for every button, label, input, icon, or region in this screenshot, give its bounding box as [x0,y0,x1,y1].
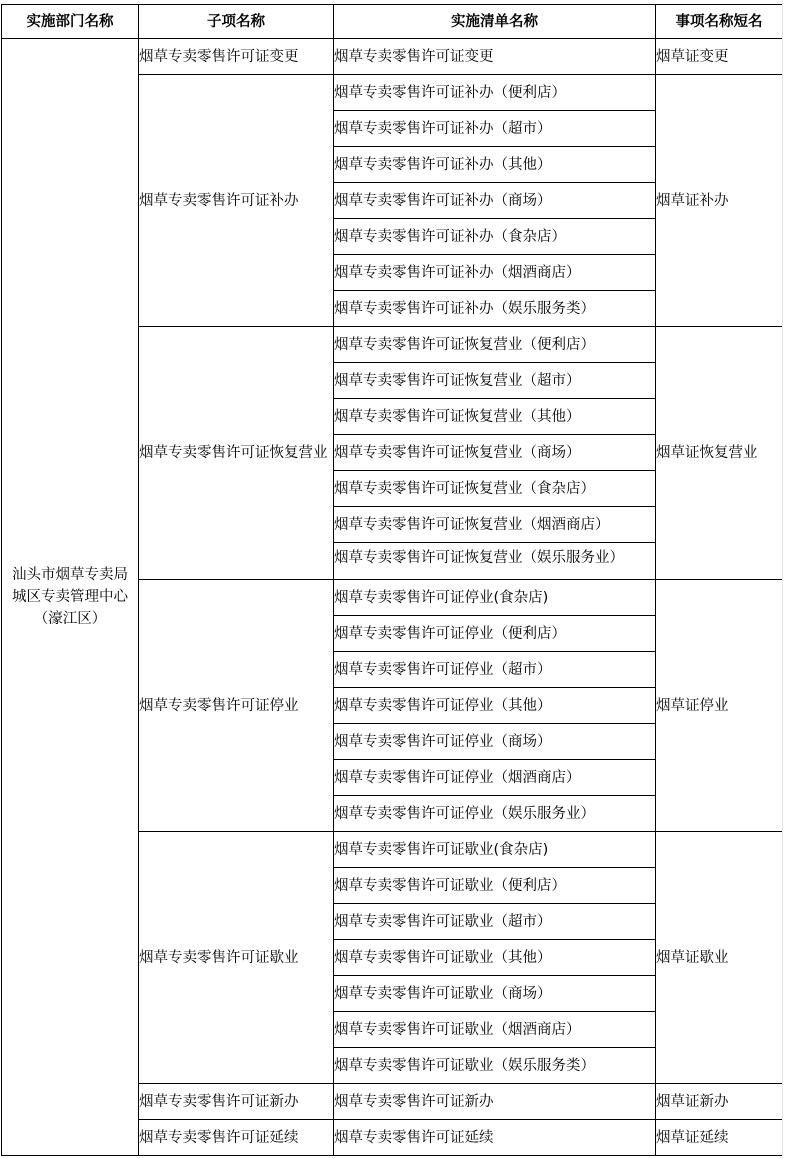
list-item-cell: 烟草专卖零售许可证变更 [334,39,656,75]
list-item-cell: 烟草专卖零售许可证延续 [334,1120,656,1156]
header-list: 实施清单名称 [334,5,656,39]
list-item-cell: 烟草专卖零售许可证恢复营业（超市） [334,363,656,399]
header-sub: 子项名称 [139,5,334,39]
list-item-text: 烟草专卖零售许可证恢复营业（娱乐服务业） [334,550,624,566]
list-item-cell: 烟草专卖零售许可证歇业（其他） [334,940,656,976]
sub-item-cell: 烟草专卖零售许可证延续 [139,1120,334,1156]
list-item-cell: 烟草专卖零售许可证补办（便利店） [334,75,656,111]
short-name-cell: 烟草证延续 [656,1120,783,1156]
list-item-cell: 烟草专卖零售许可证停业（其他） [334,688,656,724]
dept-line-3: （濠江区） [33,611,107,627]
short-name-cell: 烟草证恢复营业 [656,327,783,580]
dept-line-2: 城区专卖管理中心 [12,589,128,605]
list-item-cell: 烟草专卖零售许可证补办（烟酒商店） [334,255,656,291]
sheet-gridline [782,0,786,1158]
sub-item-cell: 烟草专卖零售许可证恢复营业 [139,327,334,580]
short-name-cell: 烟草证补办 [656,75,783,327]
sub-item-cell: 烟草专卖零售许可证停业 [139,580,334,832]
short-name-cell: 烟草证停业 [656,580,783,832]
list-item-cell: 烟草专卖零售许可证新办 [334,1084,656,1120]
list-item-cell: 烟草专卖零售许可证补办（商场） [334,183,656,219]
header-dept: 实施部门名称 [2,5,139,39]
list-item-cell: 烟草专卖零售许可证歇业（商场） [334,976,656,1012]
sub-item-cell: 烟草专卖零售许可证变更 [139,39,334,75]
list-item-cell: 烟草专卖零售许可证停业（娱乐服务业） [334,796,656,832]
short-name-cell: 烟草证新办 [656,1084,783,1120]
short-name-cell: 烟草证歇业 [656,832,783,1084]
list-item-cell: 烟草专卖零售许可证歇业（便利店） [334,868,656,904]
permit-table [1,4,783,1156]
list-item-cell: 烟草专卖零售许可证歇业（娱乐服务类） [334,1048,656,1084]
list-item-cell: 烟草专卖零售许可证恢复营业（烟酒商店） [334,507,656,543]
table-row [2,39,783,75]
list-item-cell: 烟草专卖零售许可证停业（商场） [334,724,656,760]
list-item-cell: 烟草专卖零售许可证恢复营业（食杂店） [334,471,656,507]
list-item-cell: 烟草专卖零售许可证恢复营业（商场） [334,435,656,471]
header-short: 事项名称短名 [656,5,783,39]
sub-item-cell: 烟草专卖零售许可证补办 [139,75,334,327]
list-item-cell: 烟草专卖零售许可证补办（其他） [334,147,656,183]
list-item-cell: 烟草专卖零售许可证停业(食杂店) [334,580,656,616]
sub-item-cell: 烟草专卖零售许可证歇业 [139,832,334,1084]
list-item-cell [334,543,656,580]
list-item-cell: 烟草专卖零售许可证恢复营业（便利店） [334,327,656,363]
short-name-cell: 烟草证变更 [656,39,783,75]
list-item-cell: 烟草专卖零售许可证补办（食杂店） [334,219,656,255]
header-row [2,5,783,39]
sub-item-cell: 烟草专卖零售许可证新办 [139,1084,334,1120]
list-item-cell: 烟草专卖零售许可证停业（便利店） [334,616,656,652]
list-item-cell: 烟草专卖零售许可证歇业（超市） [334,904,656,940]
list-item-cell: 烟草专卖零售许可证停业（烟酒商店） [334,760,656,796]
list-item-cell: 烟草专卖零售许可证歇业（烟酒商店） [334,1012,656,1048]
dept-line-1: 汕头市烟草专卖局 [12,567,128,583]
list-item-cell: 烟草专卖零售许可证恢复营业（其他） [334,399,656,435]
list-item-cell: 烟草专卖零售许可证停业（超市） [334,652,656,688]
dept-cell [2,39,139,1156]
list-item-cell: 烟草专卖零售许可证补办（娱乐服务类） [334,291,656,327]
list-item-cell: 烟草专卖零售许可证补办（超市） [334,111,656,147]
list-item-cell: 烟草专卖零售许可证歇业(食杂店) [334,832,656,868]
